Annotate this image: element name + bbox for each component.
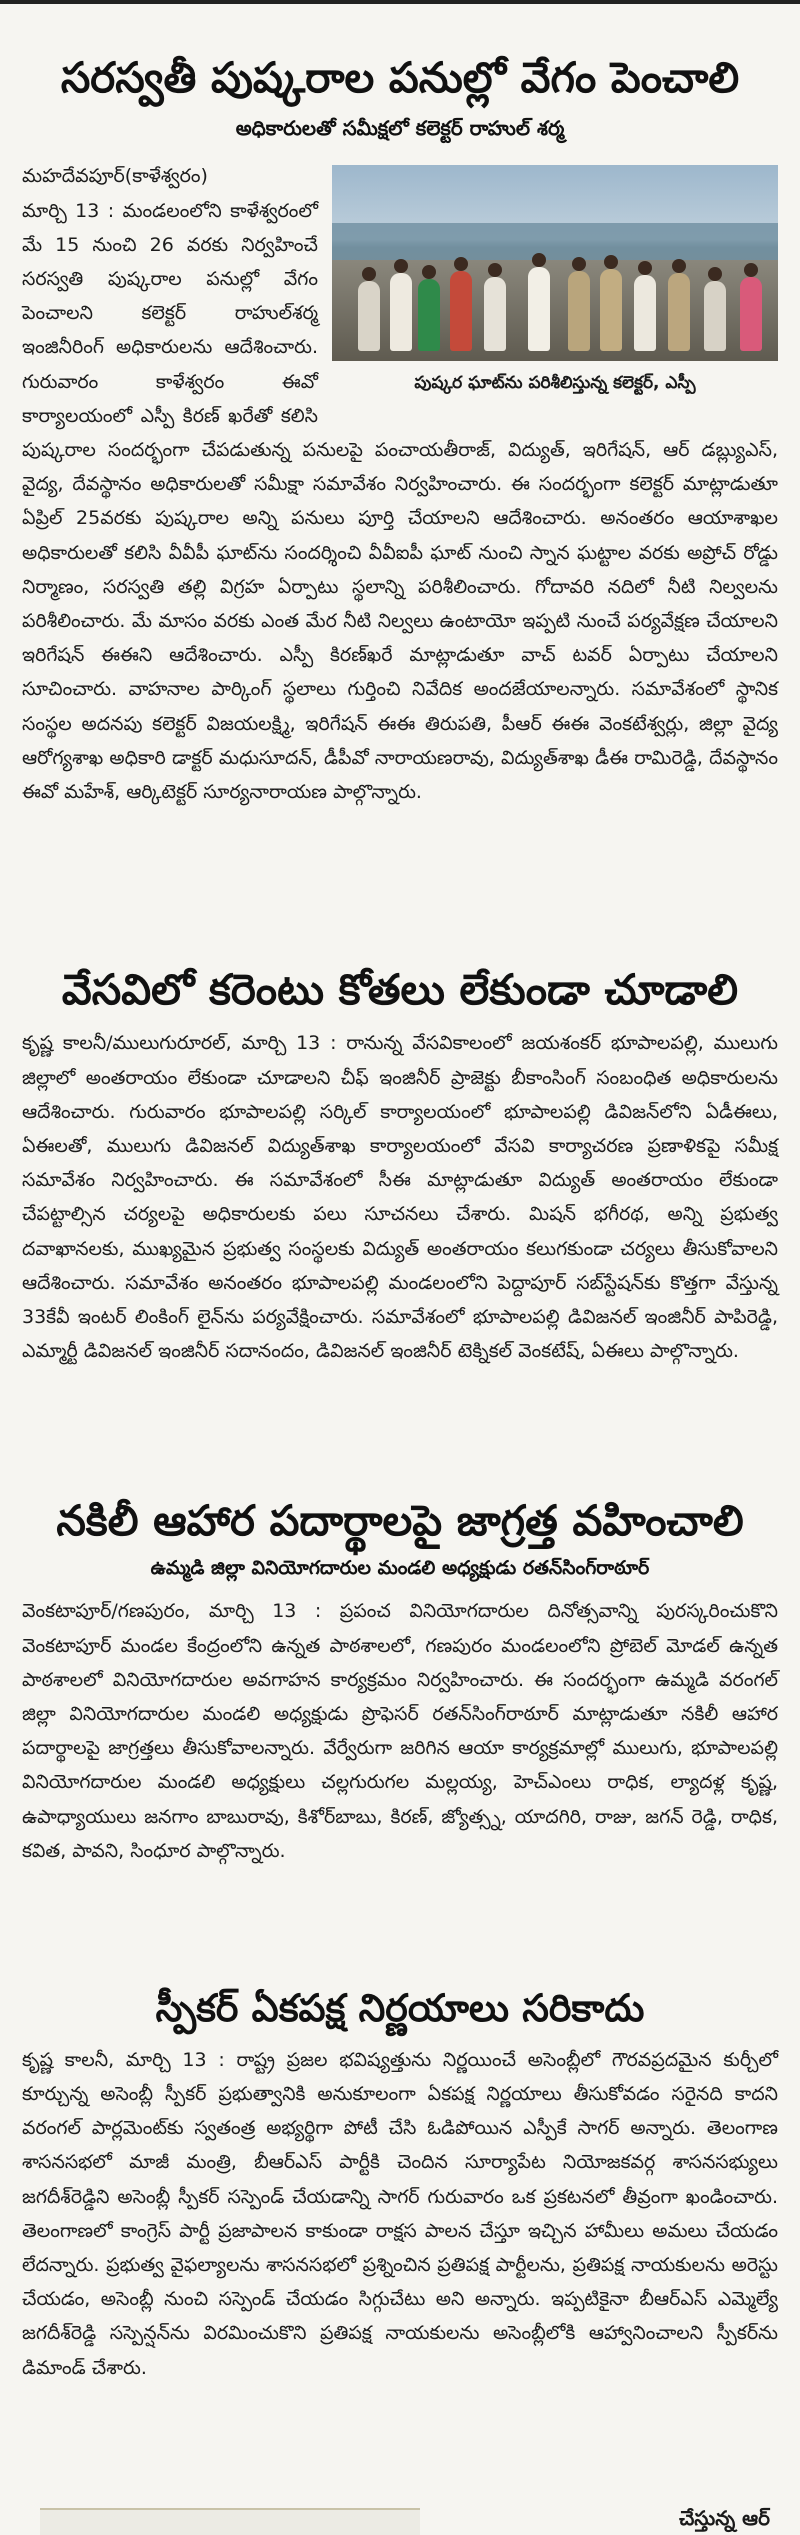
- article-subhead: అధికారులతో సమీక్షలో కలెక్టర్ రాహుల్ శర్మ: [235, 116, 565, 141]
- article-body-wrap: [22, 159, 778, 809]
- article-speaker: [22, 1987, 778, 2385]
- article-headline: నకిలీ ఆహార పదార్థాలపై జాగ్రత్త వహించాలి: [56, 1496, 744, 1545]
- article-power-cuts: [22, 966, 778, 1368]
- news-photo: [332, 165, 778, 405]
- article-fake-food: [22, 1497, 778, 1868]
- article-pushkaralu: [22, 54, 778, 809]
- pushkar-ghat-photo: [332, 165, 778, 361]
- article-headline: వేసవిలో కరెంటు కోతలు లేకుండా చూడాలి: [61, 965, 739, 1014]
- next-headline-fragment: చేస్తున్న ఆర్: [679, 2506, 770, 2530]
- article-headline: స్పీకర్ ఏకపక్ష నిర్ణయాలు సరికాదు: [155, 1986, 645, 2030]
- page-top-rule: [0, 0, 800, 4]
- article-body: వెంకటాపూర్/గణపురం, మార్చి 13 : ప్రపంచ వినియోగదారుల దినోత్సవాన్ని పురస్కరించుకొని వెంకటాపూర్ మండల కేంద్రంలోని ఉన్నత పాఠశాలలో, గణపురం మండలంలోని ప్రోబెల్ మోడల్ ఉన్నత పాఠశాలలో వినియోగదారుల అవగాహన కార్యక్రమం నిర్వహించారు. ఈ సందర్భంగా ఉమ్మడి వరంగల్ జిల్లా వినియోగదారుల మండలి అధ్యక్షుడు ప్రొఫెసర్ రతన్‌సింగ్‌రాఠూర్ మాట్లాడుతూ నకిలీ ఆహార పదార్థాలపై జాగ్రత్తలు తీసుకోవాలన్నారు. వేర్వేరుగా జరిగిన ఆయా కార్యక్రమాల్లో ములుగు, భూపాలపల్లి వినియోగదారుల మండలి అధ్యక్షులు చల్లగురుగల మల్లయ్య, హెచ్ఎంలు రాధిక, ల్యాదళ్ల కృష్ణ, ఉపాధ్యాయులు జనగాం బాబురావు, కిశోర్‌బాబు, కిరణ్, జ్యోత్స్న, యాదగిరి, రాజు, జగన్ రెడ్డి, రాధిక, కవిత, పావని, సింధూర పాల్గొన్నారు.: [22, 1600, 778, 1862]
- article-body: కృష్ణ కాలనీ, మార్చి 13 : రాష్ట్ర ప్రజల భవిష్యత్తును నిర్ణయించే అసెంబ్లీలో గౌరవప్రదమైన కుర్చీలో కూర్చున్న అసెంబ్లీ స్పీకర్ ప్రభుత్వానికి అనుకూలంగా ఏకపక్ష నిర్ణయాలు తీసుకోవడం సరైనది కాదని వరంగల్ పార్లమెంట్‌కు స్వతంత్ర అభ్యర్థిగా పోటీ చేసి ఓడిపోయిన ఎస్పీకే సాగర్ అన్నారు. తెలంగాణ శాసనసభలో మాజీ మంత్రి, బీఆర్ఎస్ పార్టీకి చెందిన సూర్యాపేట నియోజకవర్గ శాసనసభ్యులు జగదీశ్‌రెడ్డిని అసెంబ్లీ స్పీకర్ సస్పెండ్ చేయడాన్ని సాగర్ గురువారం ఒక ప్రకటనలో తీవ్రంగా ఖండించారు. తెలంగాణలో కాంగ్రెస్ పార్టీ ప్రజాపాలన కాకుండా రాక్షస పాలన చేస్తూ ఇచ్చిన హామీలు అమలు చేయడం లేదన్నారు. ప్రభుత్వ వైఫల్యాలను శాసనసభలో ప్రశ్నించిన ప్రతిపక్ష పార్టీలను, ప్రతిపక్ష నాయకులను అరెస్టు చేయడం, అసెంబ్లీ నుంచి సస్పెండ్ చేయడం సిగ్గుచేటు అని అన్నారు. ఇప్పటికైనా బీఆర్ఎస్ ఎమ్మెల్యే జగదీశ్‌రెడ్డి సస్పెన్షన్‌ను విరమించుకొని ప్రతిపక్ష నాయకులను అసెంబ్లీలోకి ఆహ్వానించాలని స్పీకర్‌ను డిమాండ్ చేశారు.: [22, 2048, 778, 2379]
- article-subhead: ఉమ్మడి జిల్లా వినియోగదారుల మండలి అధ్యక్షుడు రతన్‌సింగ్‌రాఠూర్: [150, 1557, 650, 1580]
- article-dateline: మహదేవపూర్(కాళేశ్వరం): [22, 165, 208, 188]
- photo-caption: పుష్కర ఘాట్‌ను పరిశీలిస్తున్న కలెక్టర్, ఎస్పీ: [332, 361, 778, 405]
- article-body: కృష్ణ కాలనీ/ములుగురూరల్, మార్చి 13 : రానున్న వేసవికాలంలో జయశంకర్ భూపాలపల్లి, ములుగు జిల్లాలో అంతరాయం లేకుండా చూడాలని చీఫ్ ఇంజినీర్ ప్రాజెక్టు బీకాంసింగ్ సంబంధిత అధికారులను ఆదేశించారు. గురువారం భూపాలపల్లి సర్కిల్ కార్యాలయంలో భూపాలపల్లి డివిజన్‌లోని ఏడీఈలు, ఏఈలతో, ములుగు డివిజనల్ విద్యుత్‌శాఖ కార్యాలయంలో వేసవి కార్యాచరణ ప్రణాళికపై సమీక్ష సమావేశం నిర్వహించారు. ఈ సమావేశంలో సీఈ మాట్లాడుతూ విద్యుత్ అంతరాయం లేకుండా చేపట్టాల్సిన చర్యలపై అధికారులకు పలు సూచనలు చేశారు. మిషన్ భగీరథ, అన్ని ప్రభుత్వ దవాఖానలకు, ముఖ్యమైన ప్రభుత్వ సంస్థలకు విద్యుత్ అంతరాయం కలుగకుండా చర్యలు తీసుకోవాలని ఆదేశించారు. సమావేశం అనంతరం భూపాలపల్లి మండలంలోని పెద్దాపూర్ సబ్‌స్టేషన్‌కు కొత్తగా వేస్తున్న 33కేవీ ఇంటర్ లింకింగ్ లైన్‌ను పర్యవేక్షించారు. సమావేశంలో భూపాలపల్లి డివిజనల్ ఇంజినీర్ పాపిరెడ్డి, ఎమ్మార్టీ డివిజనల్ ఇంజినీర్ సదానందం, డివిజనల్ ఇంజినీర్ టెక్నికల్ వెంకటేష్, ఏఈలు పాల్గొన్నారు.: [22, 1032, 778, 1363]
- article-headline: సరస్వతీ పుష్కరాల పనుల్లో వేగం పెంచాలి: [60, 53, 740, 102]
- article-body-text: మార్చి 13 : మండలంలోని కాళేశ్వరంలో మే 15 నుంచి 26 వరకు నిర్వహించే సరస్వతి పుష్కరాల పనుల్లో వేగం పెంచాలని కలెక్టర్ రాహుల్‌శర్మ ఇంజినీరింగ్ అధికారులను ఆదేశించారు. గురువారం కాళేశ్వరం ఈవో కార్యాలయంలో ఎస్పీ కిరణ్ ఖరేతో కలిసి పుష్కరాల సందర్భంగా చేపడుతున్న పనులపై పంచాయతీరాజ్, విద్యుత్, ఇరిగేషన్, ఆర్ డబ్ల్యుఎస్, వైద్య, దేవస్థానం అధికారులతో సమీక్షా సమావేశం నిర్వహించారు. ఈ సందర్భంగా కలెక్టర్ మాట్లాడుతూ ఏప్రిల్ 25వరకు పుష్కరాల అన్ని పనులు పూర్తి చేయాలని ఆదేశించారు. అనంతరం ఆయాశాఖల అధికారులతో కలిసి వీవీపీ ఘాట్‌ను సందర్శించి వీవీఐపీ ఘాట్ నుంచి స్నాన ఘట్టాల వరకు అప్రోచ్ రోడ్డు నిర్మాణం, సరస్వతి తల్లి విగ్రహ ఏర్పాటు స్థలాన్ని పరిశీలించారు. గోదావరి నదిలో నీటి నిల్వలను పరిశీలించారు. మే మాసం వరకు ఎంత మేర నీటి నిల్వలు ఉంటాయో ఇప్పటి నుంచే పర్యవేక్షణ చేయాలని ఇరిగేషన్ ఈఈని ఆదేశించారు. ఎస్పీ కిరణ్‌ఖరే మాట్లాడుతూ వాచ్ టవర్ ఏర్పాటు చేయాలని సూచించారు. వాహనాల పార్కింగ్ స్థలాలు గుర్తించి నివేదిక అందజేయాలన్నారు. సమావేశంలో స్థానిక సంస్థల అదనపు కలెక్టర్ విజయలక్ష్మి, ఇరిగేషన్ ఈఈ తిరుపతి, పీఆర్ ఈఈ వెంకటేశ్వర్లు, జిల్లా వైద్య ఆరోగ్యశాఖ అధికారి డాక్టర్ మధుసూదన్, డీపీవో నారాయణరావు, విద్యుత్‌శాఖ డీఈ రామిరెడ్డి, దేవస్థానం ఈవో మహేశ్, ఆర్కిటెక్టర్ సూర్యనారాయణ పాల్గొన్నారు.: [22, 199, 778, 803]
- next-article-edge: [40, 2508, 420, 2535]
